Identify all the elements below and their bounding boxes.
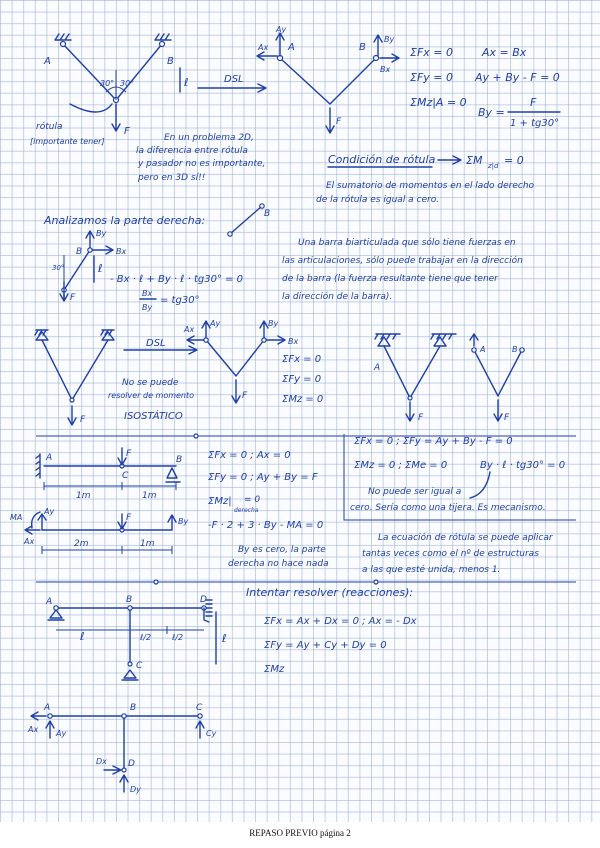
- eq-bottom-fx: ΣFx = Ax + Dx = 0 ; Ax = - Dx: [264, 616, 417, 627]
- length-l: ℓ: [184, 76, 189, 89]
- barra-biarticulada-note: [282, 237, 523, 302]
- label-Dx-dsl: Dx: [96, 757, 107, 766]
- note-2d-line2: la diferencia entre rótula: [136, 146, 248, 156]
- middle-left-frame: [35, 319, 323, 425]
- analyze-right-part: [43, 204, 270, 312]
- bottom-reaction-equations: [246, 586, 417, 675]
- len-1m-c: 1m: [140, 539, 155, 549]
- label-F-mr: F: [418, 413, 424, 423]
- mech-line2: cero. Sería como una tijera. Es mecanismo.: [350, 503, 546, 513]
- label-A-mr2: A: [480, 345, 486, 354]
- label-Ay-mid: Ay: [210, 319, 221, 328]
- label-Bx-mid: Bx: [288, 337, 299, 346]
- top-equilibrium-equations: [410, 46, 560, 129]
- label-C-beam1: C: [122, 471, 129, 481]
- sumatorio-line1: El sumatorio de momentos en el lado derecho: [326, 181, 535, 191]
- analizamos-label: Analizamos la parte derecha:: [44, 214, 206, 227]
- ecuacion-line2: tantas veces como el nº de estructuras: [362, 549, 539, 559]
- eq-moment-right: - Bx · ℓ + By · ℓ · tg30° = 0: [110, 274, 244, 285]
- length-l-vertical: ℓ: [222, 632, 227, 645]
- angle-30-right: 30°: [120, 79, 135, 88]
- barra-line4: la dirección de la barra).: [282, 292, 393, 302]
- label-B-mr2: B: [512, 345, 518, 354]
- barra-line3: de la barra (la fuerza resultante tiene que tener: [282, 274, 498, 284]
- beam-diagram-upper: [36, 448, 182, 501]
- separator-dot-2: [154, 580, 158, 584]
- label-A-beam1: A: [46, 453, 53, 463]
- label-F-top: F: [336, 117, 342, 127]
- eq-beam-fy: ΣFy = 0 ; Ay + By = F: [208, 472, 318, 483]
- importante-note: [importante tener]: [30, 137, 105, 146]
- label-F: F: [124, 126, 130, 137]
- eq-mid-fx: ΣFx = 0: [282, 354, 322, 365]
- label-A-bottom: A: [46, 597, 53, 607]
- barra-line1: Una barra biarticulada que sólo tiene fuerzas en: [298, 238, 516, 248]
- eq-bottom-fy: ΣFy = Ay + Cy + Dy = 0: [264, 640, 387, 651]
- label-MA: MA: [10, 513, 23, 522]
- cond-rotula-title: Condición de rótula: [328, 153, 436, 166]
- note-2d-problem: [136, 133, 265, 183]
- label-By-right: By: [96, 229, 107, 238]
- len-2m: 2m: [74, 539, 89, 549]
- eq-beam-fx: ΣFx = 0 ; Ax = 0: [208, 450, 291, 461]
- rotula-note: rótula: [36, 122, 63, 132]
- label-B-top: B: [359, 42, 366, 53]
- length-l-right: ℓ: [98, 262, 103, 275]
- label-By-top: By: [384, 35, 395, 44]
- page-footer: REPASO PREVIO página 2: [249, 828, 351, 838]
- label-B-bottom: B: [126, 595, 133, 605]
- label-Dy-dsl: Dy: [130, 785, 141, 794]
- no-se-line2: resolver de momento: [108, 391, 195, 400]
- label-F-beam1: F: [126, 449, 132, 459]
- separator-dot: [194, 434, 198, 438]
- eq-top-ay: Ay + By - F = 0: [475, 71, 560, 84]
- cond-rotula-eq: ΣM: [466, 154, 483, 167]
- length-l-bottom: ℓ: [80, 630, 85, 643]
- label-F-mid2: F: [242, 391, 248, 401]
- condicion-rotula: [316, 153, 535, 205]
- label-By-beam2: By: [178, 517, 189, 526]
- ratio-rhs: = tg30°: [160, 295, 200, 306]
- ratio-num: Bx: [142, 289, 153, 298]
- mechanism-equations: [350, 436, 565, 575]
- bottom-frame-diagram: [45, 595, 227, 680]
- label-D-dsl: D: [128, 759, 135, 769]
- eq-top-mz: ΣMz|A = 0: [410, 96, 467, 109]
- label-F-mr2: F: [504, 413, 510, 423]
- label-Ax-dsl: Ax: [28, 725, 39, 734]
- label-C-bottom: C: [136, 661, 143, 671]
- eq-mech-r2: ΣMz = 0 ; ΣMe = 0: [354, 460, 448, 471]
- eq-top-fy: ΣFy = 0: [410, 71, 453, 84]
- label-A-top: A: [288, 42, 295, 53]
- label-B-dsl: B: [130, 703, 137, 713]
- note-2d-line4: pero en 3D sí!!: [138, 173, 206, 183]
- eq-beam-mz-rhs: = 0: [244, 495, 261, 505]
- label-Ax-top: Ax: [258, 43, 269, 52]
- eq-mid-fy: ΣFy = 0: [282, 374, 322, 385]
- note-2d-line3: y pasador no es importante,: [138, 159, 266, 169]
- label-A: A: [44, 56, 51, 67]
- no-se-line1: No se puede: [122, 378, 179, 388]
- label-Bx-right: Bx: [116, 247, 127, 256]
- label-A-mr: A: [374, 363, 381, 373]
- ecuacion-line3: a las que esté unida, menos 1.: [362, 565, 501, 575]
- bottom-dsl-diagram: [27, 703, 217, 794]
- mech-line1: No puede ser igual a: [368, 487, 462, 497]
- by-cero-line2: derecha no hace nada: [228, 559, 329, 569]
- note-2d-line1: En un problema 2D,: [164, 133, 254, 143]
- cond-rotula-sub: z|d: [488, 162, 499, 170]
- ratio-den: By: [142, 303, 153, 312]
- label-Ay-dsl: Ay: [56, 729, 67, 738]
- angle-30-right-part: 30°: [52, 264, 65, 272]
- label-A-dsl: A: [44, 703, 51, 713]
- dsl-label-top: DSL: [224, 74, 244, 85]
- sumatorio-line2: de la rótula es igual a cero.: [316, 195, 440, 205]
- ecuacion-line1: La ecuación de rótula se puede aplicar: [378, 533, 553, 543]
- isostatico-label: ISOSTÁTICO: [124, 411, 183, 422]
- cond-rotula-eq2: = 0: [504, 154, 524, 167]
- label-Ax-beam2: Ax: [24, 537, 35, 546]
- angle-30-left: 30°: [100, 79, 115, 88]
- by-cero-line1: By es cero, la parte: [238, 545, 326, 555]
- separator-dot-3: [374, 580, 378, 584]
- eq-top-fx: ΣFx = 0: [410, 46, 453, 59]
- label-B: B: [167, 56, 174, 67]
- eq-top-by-num: F: [530, 96, 537, 109]
- label-F-right: F: [70, 293, 76, 303]
- length-l2-b: ℓ/2: [172, 633, 184, 642]
- barra-line2: las articulaciones, sólo puede trabajar en la dirección: [282, 256, 523, 266]
- label-F-beam2: F: [126, 513, 132, 523]
- label-By-mid: By: [268, 319, 279, 328]
- label-B-small: B: [264, 209, 271, 219]
- eq-mech-r1: ΣFx = 0 ; ΣFy = Ay + By - F = 0: [354, 436, 513, 447]
- length-l2-a: ℓ/2: [140, 633, 152, 642]
- label-Cy-dsl: Cy: [206, 729, 217, 738]
- beam-diagram-lower: [10, 507, 188, 554]
- eq-top-by-lhs: By =: [478, 106, 505, 119]
- beam-equations: [208, 450, 329, 569]
- eq-beam-moment: -F · 2 + 3 · By - MA = 0: [208, 520, 324, 531]
- label-Ax-mid: Ax: [184, 325, 195, 334]
- top-left-frame-diagram: [30, 34, 269, 146]
- label-Bx-top: Bx: [380, 65, 391, 74]
- eq-top-ax: Ax = Bx: [482, 46, 527, 59]
- middle-right-frames: [373, 334, 524, 423]
- eq-mech-r2b: By · ℓ · tg30° = 0: [480, 460, 566, 471]
- eq-top-by-den: 1 + tg30°: [510, 118, 560, 129]
- label-Ay-top: Ay: [276, 25, 287, 34]
- len-1m-a: 1m: [76, 491, 91, 501]
- label-B-beam1: B: [176, 455, 183, 465]
- eq-bottom-mz: ΣMz: [264, 664, 285, 675]
- label-C-dsl: C: [196, 703, 203, 713]
- dsl-label-mid: DSL: [146, 338, 166, 349]
- intentar-label: Intentar resolver (reacciones):: [246, 586, 414, 599]
- len-1m-b: 1m: [142, 491, 157, 501]
- eq-mid-mz: ΣMz = 0: [282, 394, 324, 405]
- eq-beam-mz-sub: derecha: [234, 507, 259, 514]
- label-D-bottom: D: [200, 595, 207, 605]
- label-Ay-beam2: Ay: [44, 507, 55, 516]
- label-B-right: B: [76, 247, 83, 257]
- eq-beam-mz: ΣMz|: [208, 496, 232, 507]
- top-right-dsl-diagram: [257, 25, 399, 133]
- label-F-mid: F: [80, 415, 86, 425]
